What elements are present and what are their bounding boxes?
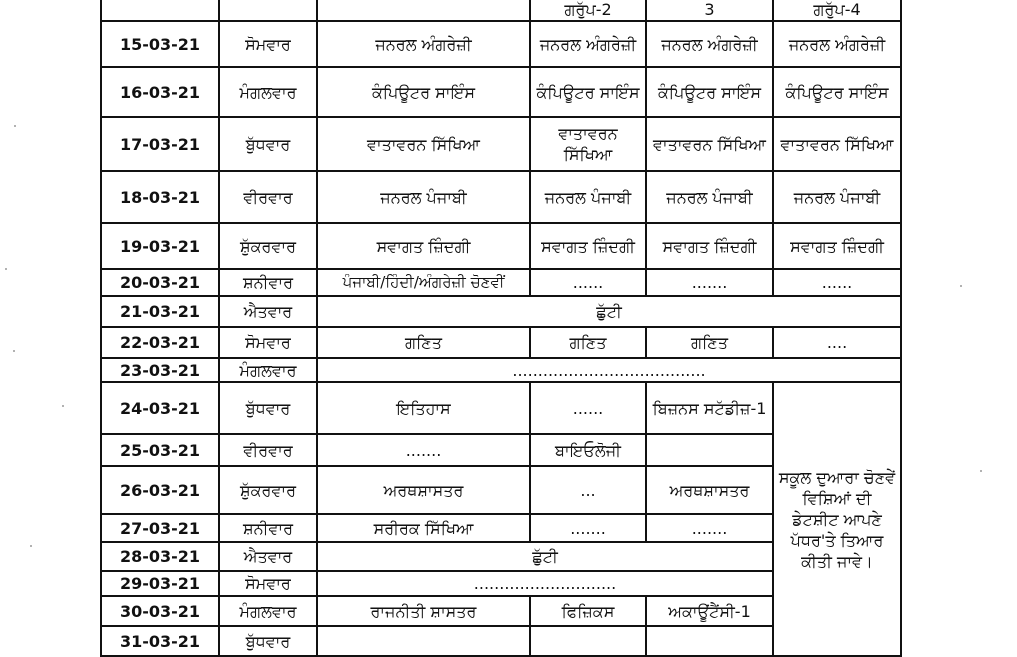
day-cell: ਐਤਵਾਰ xyxy=(219,296,317,327)
table-row xyxy=(101,382,901,434)
day-cell: ਮੰਗਲਵਾਰ xyxy=(219,358,317,382)
table-row xyxy=(101,67,901,117)
group-2-cell: ਗਣਿਤ xyxy=(530,327,646,358)
date-cell: 24-03-21 xyxy=(101,382,219,434)
group-3-cell: ਗਣਿਤ xyxy=(646,327,773,358)
group-4-cell: ਵਾਤਾਵਰਨ ਸਿੱਖਿਆ xyxy=(773,117,901,171)
group-3-cell: ਅਰਥਸ਼ਾਸਤਰ xyxy=(646,466,773,514)
group-2-cell: ... xyxy=(530,466,646,514)
day-cell: ਸ਼ਨੀਵਾਰ xyxy=(219,269,317,296)
datesheet-table xyxy=(100,0,902,657)
header-group-3: 3 xyxy=(646,0,773,21)
group-1-cell: ਜਨਰਲ ਅੰਗਰੇਜ਼ੀ xyxy=(317,21,530,67)
group-3-cell: ਜਨਰਲ ਅੰਗਰੇਜ਼ੀ xyxy=(646,21,773,67)
date-cell: 18-03-21 xyxy=(101,171,219,223)
day-cell: ਸ਼ਨੀਵਾਰ xyxy=(219,514,317,542)
date-cell: 26-03-21 xyxy=(101,466,219,514)
group-3-cell xyxy=(646,626,773,656)
day-cell: ਸ਼ੁੱਕਰਵਾਰ xyxy=(219,223,317,269)
table-row xyxy=(101,327,901,358)
group-1-cell: ਪੰਜਾਬੀ/ਹਿੰਦੀ/ਅੰਗਰੇਜ਼ੀ ਚੋਣਵੀਂ xyxy=(317,269,530,296)
holiday-cell: ਛੁੱਟੀ xyxy=(317,296,901,327)
group-4-cell: ਜਨਰਲ ਅੰਗਰੇਜ਼ੀ xyxy=(773,21,901,67)
group-1-cell: ਸਵਾਗਤ ਜ਼ਿੰਦਗੀ xyxy=(317,223,530,269)
table-row xyxy=(101,21,901,67)
table-row xyxy=(101,223,901,269)
date-cell: 25-03-21 xyxy=(101,434,219,466)
scan-speck xyxy=(5,268,7,270)
group-2-cell: ਵਾਤਾਵਰਨ ਸਿੱਖਿਆ xyxy=(530,117,646,171)
day-cell: ਸੋਮਵਾਰ xyxy=(219,571,317,596)
group-3-cell: ਬਿਜ਼ਨਸ ਸਟੱਡੀਜ਼-1 xyxy=(646,382,773,434)
day-cell: ਬੁੱਧਵਾਰ xyxy=(219,382,317,434)
date-cell: 20-03-21 xyxy=(101,269,219,296)
elective-note-cell: ਸਕੂਲ ਦੁਆਰਾ ਚੋਣਵੇਂ ਵਿਸ਼ਿਆਂ ਦੀ ਡੇਟਸ਼ੀਟ ਆਪਣੇ ਪੱਧਰ'ਤੇ ਤਿਆਰ ਕੀਤੀ ਜਾਵੇ। xyxy=(773,382,901,656)
group-1-cell: ....... xyxy=(317,434,530,466)
scan-speck xyxy=(980,470,982,472)
header-group-4: ਗਰੁੱਪ-4 xyxy=(773,0,901,21)
group-2-cell: ...... xyxy=(530,382,646,434)
group-3-cell: ਕੰਪਿਊਟਰ ਸਾਇੰਸ xyxy=(646,67,773,117)
group-1-cell xyxy=(317,626,530,656)
header-group-1-cell xyxy=(317,0,530,21)
group-1-cell: ਅਰਥਸ਼ਾਸਤਰ xyxy=(317,466,530,514)
group-4-cell: ...... xyxy=(773,269,901,296)
group-1-cell: ਵਾਤਾਵਰਨ ਸਿੱਖਿਆ xyxy=(317,117,530,171)
table-row xyxy=(101,117,901,171)
date-cell: 29-03-21 xyxy=(101,571,219,596)
date-cell: 23-03-21 xyxy=(101,358,219,382)
group-4-cell: ਸਵਾਗਤ ਜ਼ਿੰਦਗੀ xyxy=(773,223,901,269)
scan-speck xyxy=(13,350,15,352)
group-1-cell: ਜਨਰਲ ਪੰਜਾਬੀ xyxy=(317,171,530,223)
date-cell: 21-03-21 xyxy=(101,296,219,327)
scan-speck xyxy=(14,125,16,127)
scan-speck xyxy=(960,285,962,287)
date-cell: 17-03-21 xyxy=(101,117,219,171)
table-row xyxy=(101,296,901,327)
date-cell: 19-03-21 xyxy=(101,223,219,269)
group-2-cell: ਬਾਇਓਲੋਜੀ xyxy=(530,434,646,466)
no-exam-cell: ...................................... xyxy=(317,358,901,382)
group-1-cell: ਗਣਿਤ xyxy=(317,327,530,358)
table-row xyxy=(101,171,901,223)
group-2-cell: ਜਨਰਲ ਪੰਜਾਬੀ xyxy=(530,171,646,223)
group-4-cell: ਕੰਪਿਊਟਰ ਸਾਇੰਸ xyxy=(773,67,901,117)
day-cell: ਬੁੱਧਵਾਰ xyxy=(219,626,317,656)
date-cell: 27-03-21 xyxy=(101,514,219,542)
group-3-cell: ਵਾਤਾਵਰਨ ਸਿੱਖਿਆ xyxy=(646,117,773,171)
group-4-cell: ਜਨਰਲ ਪੰਜਾਬੀ xyxy=(773,171,901,223)
group-2-cell: ...... xyxy=(530,269,646,296)
day-cell: ਮੰਗਲਵਾਰ xyxy=(219,596,317,626)
group-3-cell: ....... xyxy=(646,269,773,296)
table-row xyxy=(101,269,901,296)
day-cell: ਵੀਰਵਾਰ xyxy=(219,171,317,223)
group-1-cell: ਰਾਜਨੀਤੀ ਸ਼ਾਸਤਰ xyxy=(317,596,530,626)
group-2-cell: ਜਨਰਲ ਅੰਗਰੇਜ਼ੀ xyxy=(530,21,646,67)
group-2-cell: ਸਵਾਗਤ ਜ਼ਿੰਦਗੀ xyxy=(530,223,646,269)
group-1-cell: ਕੰਪਿਊਟਰ ਸਾਇੰਸ xyxy=(317,67,530,117)
group-3-cell xyxy=(646,434,773,466)
date-cell: 16-03-21 xyxy=(101,67,219,117)
group-3-cell: ਸਵਾਗਤ ਜ਼ਿੰਦਗੀ xyxy=(646,223,773,269)
group-3-cell: ਜਨਰਲ ਪੰਜਾਬੀ xyxy=(646,171,773,223)
group-3-cell: ਅਕਾਊਂਟੈਂਸੀ-1 xyxy=(646,596,773,626)
scan-speck xyxy=(30,545,32,547)
group-2-cell xyxy=(530,626,646,656)
day-cell: ਵੀਰਵਾਰ xyxy=(219,434,317,466)
day-cell: ਮੰਗਲਵਾਰ xyxy=(219,67,317,117)
header-date-cell xyxy=(101,0,219,21)
day-cell: ਸ਼ੁੱਕਰਵਾਰ xyxy=(219,466,317,514)
day-cell: ਬੁੱਧਵਾਰ xyxy=(219,117,317,171)
group-2-cell: ਕੰਪਿਊਟਰ ਸਾਇੰਸ xyxy=(530,67,646,117)
scan-speck xyxy=(62,405,64,407)
group-2-cell: ਫਿਜ਼ਿਕਸ xyxy=(530,596,646,626)
group-2-cell: ....... xyxy=(530,514,646,542)
day-cell: ਸੋਮਵਾਰ xyxy=(219,327,317,358)
group-4-cell: .... xyxy=(773,327,901,358)
date-cell: 15-03-21 xyxy=(101,21,219,67)
header-row xyxy=(101,0,901,21)
date-cell: 22-03-21 xyxy=(101,327,219,358)
date-cell: 28-03-21 xyxy=(101,542,219,571)
date-cell: 30-03-21 xyxy=(101,596,219,626)
header-day-cell xyxy=(219,0,317,21)
group-1-cell: ਸਰੀਰਕ ਸਿੱਖਿਆ xyxy=(317,514,530,542)
group-1-cell: ਇਤਿਹਾਸ xyxy=(317,382,530,434)
date-cell: 31-03-21 xyxy=(101,626,219,656)
day-cell: ਸੋਮਵਾਰ xyxy=(219,21,317,67)
holiday-cell: ਛੁੱਟੀ xyxy=(317,542,773,571)
header-group-2: ਗਰੁੱਪ-2 xyxy=(530,0,646,21)
table-row xyxy=(101,358,901,382)
no-exam-cell: ............................ xyxy=(317,571,773,596)
day-cell: ਐਤਵਾਰ xyxy=(219,542,317,571)
group-3-cell: ....... xyxy=(646,514,773,542)
